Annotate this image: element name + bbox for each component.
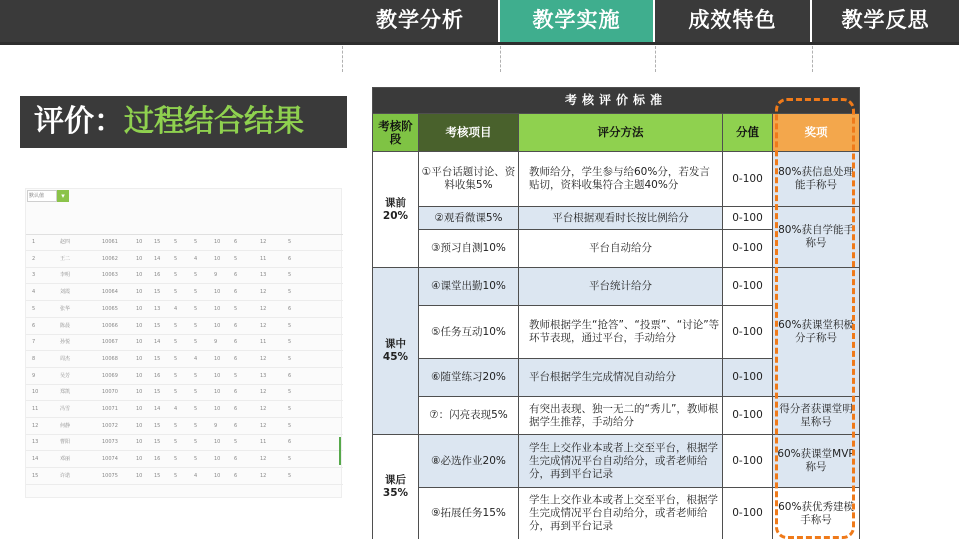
criteria-score: 0-100: [723, 268, 773, 306]
table-cell: 5: [194, 339, 198, 346]
table-cell: 10: [214, 439, 221, 446]
criteria-method: 平台统计给分: [519, 268, 723, 306]
table-cell: 6: [234, 406, 238, 412]
criteria-method: 有突出表现、独一无二的“秀儿”，教师根据学生推荐，手动给分: [519, 397, 723, 435]
table-cell: 15: [154, 439, 161, 446]
table-cell: 5: [174, 456, 178, 463]
filter-select[interactable]: 默认值: [27, 190, 57, 202]
table-cell: 5: [234, 439, 238, 446]
table-cell: 7: [32, 339, 36, 346]
table-row: [26, 352, 343, 368]
stage-pre-class: 课前20%: [373, 152, 419, 268]
criteria-method: 平台自动给分: [519, 230, 723, 268]
award-cell: 80%获自学能手称号: [773, 207, 860, 268]
table-cell: 4: [174, 406, 178, 412]
table-cell: 5: [174, 472, 178, 479]
table-cell: 10066: [102, 322, 118, 329]
table-cell: 12: [260, 322, 267, 329]
criteria-score: 0-100: [723, 435, 773, 488]
table-cell: 6: [288, 439, 292, 446]
table-cell: 5: [234, 372, 238, 379]
table-cell: 5: [288, 272, 292, 279]
table-cell: 10: [136, 272, 143, 279]
table-cell: 曹阳: [60, 439, 71, 446]
header-stage: 考核阶段: [373, 114, 419, 152]
table-cell: 8: [32, 355, 36, 362]
table-row: [26, 469, 343, 485]
table-cell: 10070: [102, 389, 118, 396]
table-cell: 6: [288, 372, 292, 379]
table-cell: 4: [194, 355, 198, 362]
table-row: [26, 435, 343, 451]
award-cell: 60%获优秀建模手称号: [773, 488, 860, 539]
evaluation-criteria-table: [372, 87, 860, 539]
criteria-method: 平台根据学生完成情况自动给分: [519, 359, 723, 397]
criteria-method: 教师根据学生“抢答”、“投票”、“讨论”等环节表现，通过平台，手动给分: [519, 306, 723, 359]
criteria-method: 学生上交作业本或者上交至平台，根据学生完成情况平台自动给分，或者老师给分，再到平台记录: [519, 435, 723, 488]
stage-post-class: 课后35%: [373, 435, 419, 539]
table-cell: 10075: [102, 472, 118, 479]
table-cell: 5: [194, 305, 198, 312]
table-cell: 何静: [60, 422, 71, 429]
table-cell: 陈晨: [60, 322, 71, 329]
criteria-score: 0-100: [723, 207, 773, 230]
table-cell: 10067: [102, 339, 118, 346]
table-cell: 5: [174, 422, 178, 429]
table-cell: 9: [214, 422, 218, 429]
table-cell: 13: [154, 305, 161, 312]
criteria-item: ⑧必选作业20%: [419, 435, 519, 488]
table-cell: 赵四: [60, 239, 71, 245]
criteria-item: ⑥随堂练习20%: [419, 359, 519, 397]
table-cell: 6: [234, 355, 238, 362]
gradebook-screenshot: [25, 188, 342, 498]
table-cell: 10: [214, 355, 221, 362]
table-cell: 10: [136, 255, 143, 262]
table-cell: 5: [194, 289, 198, 296]
table-cell: 10: [136, 422, 143, 429]
table-cell: 11: [32, 406, 39, 412]
criteria-item: ④课堂出勤10%: [419, 268, 519, 306]
table-cell: 10065: [102, 305, 118, 312]
criteria-score: 0-100: [723, 152, 773, 207]
criteria-item: ⑤任务互动10%: [419, 306, 519, 359]
tab-teaching-reflection[interactable]: 教学反思: [841, 8, 930, 32]
criteria-score: 0-100: [723, 230, 773, 268]
table-cell: 15: [154, 322, 161, 329]
table-cell: 3: [32, 272, 36, 279]
table-cell: 10064: [102, 289, 118, 296]
table-cell: 13: [260, 272, 267, 279]
criteria-score: 0-100: [723, 488, 773, 539]
table-cell: 10: [136, 289, 143, 296]
table-cell: 6: [234, 472, 238, 479]
award-cell: 80%获信息处理能手称号: [773, 152, 860, 207]
table-cell: 5: [174, 439, 178, 446]
table-cell: 6: [234, 422, 238, 429]
criteria-method: 教师给分，学生参与给60%分，若发言贴切，资料收集符合主题40%分: [519, 152, 723, 207]
table-cell: 5: [194, 322, 198, 329]
table-cell: 10: [32, 389, 39, 396]
table-cell: 5: [288, 472, 292, 479]
table-cell: 5: [194, 439, 198, 446]
table-cell: 10: [136, 239, 143, 245]
table-row: [26, 419, 343, 435]
table-cell: 5: [194, 406, 198, 412]
table-cell: 周杰: [60, 355, 71, 362]
table-cell: 5: [174, 272, 178, 279]
table-cell: 10: [136, 339, 143, 346]
table-cell: 15: [32, 472, 39, 479]
table-cell: 11: [260, 439, 267, 446]
table-cell: 10: [214, 322, 221, 329]
table-cell: 10: [214, 305, 221, 312]
table-cell: 4: [174, 305, 178, 312]
table-row: [26, 319, 343, 335]
tab-teaching-implementation[interactable]: 教学实施: [500, 0, 653, 42]
table-row: [26, 302, 343, 318]
table-caption: 考核评价标准: [373, 88, 860, 114]
table-cell: 15: [154, 289, 161, 296]
table-cell: 5: [174, 255, 178, 262]
table-cell: 5: [32, 305, 36, 312]
dotted-guide: [812, 46, 813, 72]
table-cell: 5: [174, 322, 178, 329]
table-cell: 9: [214, 272, 218, 279]
table-cell: 12: [260, 239, 267, 245]
tab-results-features[interactable]: 成效特色: [688, 8, 777, 32]
table-cell: 吴芳: [60, 372, 71, 379]
table-cell: 6: [234, 239, 238, 245]
table-cell: 10062: [102, 255, 118, 262]
table-cell: 12: [260, 472, 267, 479]
table-cell: 10068: [102, 355, 118, 362]
table-cell: 10: [214, 406, 221, 412]
header-item: 考核项目: [419, 114, 519, 152]
table-cell: 10073: [102, 439, 118, 446]
table-cell: 10069: [102, 372, 118, 379]
header-award: 奖项: [773, 114, 860, 152]
chevron-down-icon[interactable]: ▾: [57, 190, 69, 202]
criteria-method: 学生上交作业本或者上交至平台，根据学生完成情况平台自动给分，或者老师给分，再到平台记录: [519, 488, 723, 539]
table-cell: 15: [154, 239, 161, 245]
table-cell: 6: [288, 255, 292, 262]
table-cell: 10074: [102, 456, 118, 463]
table-cell: 5: [234, 305, 238, 312]
table-cell: 12: [260, 406, 267, 412]
table-cell: 5: [288, 339, 292, 346]
table-cell: 10071: [102, 406, 118, 412]
section-title: [20, 96, 347, 148]
table-cell: 6: [234, 289, 238, 296]
criteria-item: ⑨拓展任务15%: [419, 488, 519, 539]
table-cell: 5: [288, 239, 292, 245]
table-cell: 郑凯: [60, 389, 71, 396]
table-cell: 14: [154, 255, 161, 262]
table-cell: 15: [154, 422, 161, 429]
table-cell: 15: [154, 389, 161, 396]
table-cell: 5: [234, 255, 238, 262]
scrollbar[interactable]: [339, 437, 341, 465]
table-cell: 4: [194, 472, 198, 479]
criteria-item: ⑦：闪亮表现5%: [419, 397, 519, 435]
table-cell: 6: [32, 322, 36, 329]
top-nav-bar: [0, 0, 959, 45]
table-cell: 4: [194, 255, 198, 262]
table-cell: 12: [260, 389, 267, 396]
table-row: [26, 369, 343, 385]
table-cell: 5: [194, 372, 198, 379]
table-cell: 12: [260, 456, 267, 463]
table-cell: 李明: [60, 272, 71, 279]
table-cell: 15: [154, 472, 161, 479]
table-cell: 邓丽: [60, 456, 71, 463]
table-cell: 5: [174, 389, 178, 396]
table-cell: 11: [260, 339, 267, 346]
criteria-item: ②观看微课5%: [419, 207, 519, 230]
table-cell: 1: [32, 239, 36, 245]
table-cell: 5: [194, 239, 198, 245]
table-cell: 6: [234, 389, 238, 396]
tab-teaching-analysis[interactable]: 教学分析: [376, 8, 464, 32]
table-cell: 刘霞: [60, 289, 71, 296]
table-cell: 14: [154, 406, 161, 412]
table-row: [26, 402, 343, 418]
table-cell: 5: [288, 406, 292, 412]
table-cell: 张华: [60, 305, 71, 312]
dotted-guide: [500, 46, 501, 72]
table-cell: 4: [32, 289, 36, 296]
table-cell: 5: [194, 422, 198, 429]
table-cell: 5: [194, 389, 198, 396]
criteria-score: 0-100: [723, 306, 773, 359]
criteria-score: 0-100: [723, 397, 773, 435]
table-cell: 5: [288, 389, 292, 396]
table-cell: 16: [154, 372, 161, 379]
table-cell: 5: [174, 339, 178, 346]
table-cell: 10: [136, 439, 143, 446]
table-cell: 5: [288, 422, 292, 429]
table-row: [26, 335, 343, 351]
table-cell: 6: [234, 456, 238, 463]
stage-in-class: 课中45%: [373, 268, 419, 435]
table-cell: 5: [174, 355, 178, 362]
dotted-guide: [655, 46, 656, 72]
table-cell: 5: [174, 289, 178, 296]
table-cell: 5: [288, 289, 292, 296]
table-cell: 许诺: [60, 472, 71, 479]
table-cell: 5: [174, 239, 178, 245]
table-cell: 16: [154, 456, 161, 463]
table-cell: 2: [32, 255, 36, 262]
criteria-item: ①平台话题讨论、资料收集5%: [419, 152, 519, 207]
title-highlight: 过程结合结果: [124, 104, 304, 139]
table-row: [26, 235, 343, 251]
table-cell: 10: [136, 456, 143, 463]
header-score: 分值: [723, 114, 773, 152]
table-cell: 王二: [60, 255, 71, 262]
table-row: [26, 268, 343, 284]
table-cell: 12: [260, 289, 267, 296]
criteria-method: 平台根据观看时长按比例给分: [519, 207, 723, 230]
table-cell: 15: [154, 355, 161, 362]
award-cell: 60%获课堂MVP称号: [773, 435, 860, 488]
table-cell: 13: [32, 439, 39, 446]
gradebook-header: [26, 209, 343, 235]
table-cell: 6: [234, 339, 238, 346]
title-prefix: 评价：: [34, 104, 124, 139]
dotted-guide: [342, 46, 343, 72]
table-cell: 12: [260, 355, 267, 362]
table-cell: 10: [214, 372, 221, 379]
table-cell: 12: [32, 422, 39, 429]
table-cell: 13: [260, 372, 267, 379]
table-cell: 16: [154, 272, 161, 279]
table-cell: 10: [136, 372, 143, 379]
table-cell: 5: [288, 456, 292, 463]
table-cell: 10061: [102, 239, 118, 245]
table-cell: 6: [288, 305, 292, 312]
table-cell: 10: [214, 456, 221, 463]
table-cell: 10: [136, 406, 143, 412]
table-cell: 14: [32, 456, 39, 463]
table-cell: 9: [214, 339, 218, 346]
table-cell: 5: [194, 456, 198, 463]
table-cell: 10: [136, 355, 143, 362]
criteria-score: 0-100: [723, 359, 773, 397]
table-cell: 11: [260, 255, 267, 262]
header-method: 评分方法: [519, 114, 723, 152]
award-cell: 60%获课堂积极分子称号: [773, 268, 860, 397]
table-cell: 12: [260, 422, 267, 429]
table-cell: 10: [214, 289, 221, 296]
table-cell: 9: [32, 372, 36, 379]
table-row: [26, 285, 343, 301]
table-cell: 孙悦: [60, 339, 71, 346]
table-cell: 5: [174, 372, 178, 379]
table-cell: 10072: [102, 422, 118, 429]
table-cell: 10: [136, 322, 143, 329]
table-cell: 10: [214, 389, 221, 396]
table-row: [26, 385, 343, 401]
table-cell: 6: [234, 322, 238, 329]
table-cell: 5: [194, 272, 198, 279]
table-row: [26, 252, 343, 268]
criteria-item: ③预习自测10%: [419, 230, 519, 268]
table-cell: 10: [214, 239, 221, 245]
table-cell: 14: [154, 339, 161, 346]
table-cell: 冯雪: [60, 406, 71, 412]
table-cell: 10: [136, 389, 143, 396]
table-cell: 10: [136, 305, 143, 312]
table-cell: 10: [136, 472, 143, 479]
table-cell: 5: [288, 322, 292, 329]
award-cell: 得分者获课堂明星称号: [773, 397, 860, 435]
table-row: [26, 452, 343, 468]
table-cell: 10063: [102, 272, 118, 279]
table-cell: 10: [214, 255, 221, 262]
table-cell: 10: [214, 472, 221, 479]
table-cell: 6: [234, 272, 238, 279]
table-cell: 5: [288, 355, 292, 362]
table-cell: 12: [260, 305, 267, 312]
